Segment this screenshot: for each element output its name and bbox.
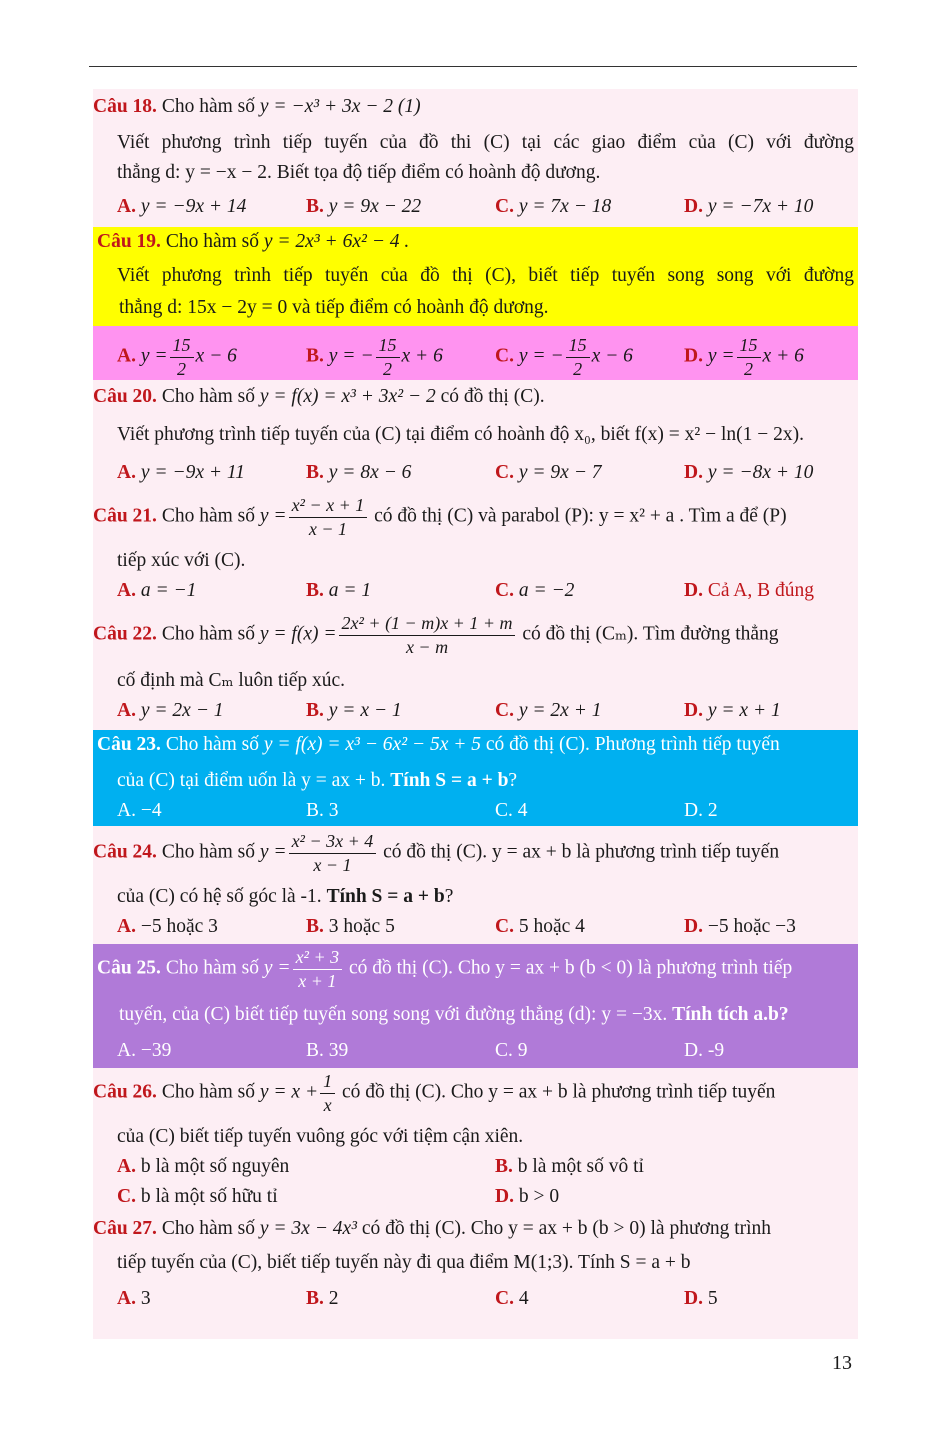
option-letter: B. xyxy=(306,462,324,483)
option-letter: B. xyxy=(306,1288,324,1309)
denominator: x − 1 xyxy=(313,854,352,875)
option-text: 5 xyxy=(707,1288,718,1309)
question-text-line: tiếp tuyến của (C), biết tiếp tuyến này đi qua điểm M(1;3). Tính S = a + b xyxy=(117,1252,691,1273)
question-18-stem xyxy=(93,96,421,118)
numerator: x² − 3x + 4 xyxy=(289,830,377,854)
fraction xyxy=(566,334,590,380)
option-a[interactable] xyxy=(117,196,246,218)
option-b[interactable] xyxy=(306,580,371,602)
question-label: Câu 27. xyxy=(93,1218,157,1239)
fraction xyxy=(339,612,516,658)
option-a[interactable] xyxy=(117,800,162,822)
question-19-stem-block xyxy=(93,227,858,326)
option-text: y = xyxy=(707,345,735,367)
option-text: b là một số hữu tỉ xyxy=(140,1186,278,1207)
option-letter: D. xyxy=(684,700,703,721)
option-letter: B. xyxy=(306,345,324,367)
option-text: −39 xyxy=(140,1040,172,1061)
option-letter: C. xyxy=(495,916,514,937)
option-text: 9 xyxy=(517,1040,528,1061)
option-text: y = −9x + 11 xyxy=(140,462,245,483)
question-27-stem xyxy=(93,1218,771,1240)
question-ask-end: ? xyxy=(508,770,518,791)
option-d[interactable] xyxy=(684,800,718,822)
option-text: 5 hoặc 4 xyxy=(518,916,585,937)
question-intro: Cho hàm số xyxy=(161,386,255,407)
option-letter: A. xyxy=(117,1040,136,1061)
question-intro: Cho hàm số xyxy=(161,1081,255,1103)
denominator: x − 1 xyxy=(308,518,347,539)
question-text-line: cố định mà Cₘ luôn tiếp xúc. xyxy=(117,670,346,691)
option-a[interactable] xyxy=(117,1156,289,1178)
option-text: -9 xyxy=(707,1040,725,1061)
option-letter: D. xyxy=(684,800,703,821)
question-text: có đồ thị (C). xyxy=(440,386,545,407)
option-a[interactable] xyxy=(117,462,245,484)
question-intro: Cho hàm số xyxy=(161,96,255,117)
option-letter: B. xyxy=(306,700,324,721)
option-letter: C. xyxy=(495,580,514,601)
denominator: 2 xyxy=(383,358,392,379)
fraction xyxy=(170,334,194,380)
question-label: Câu 18. xyxy=(93,96,157,117)
option-letter: B. xyxy=(306,196,324,217)
numerator: x² − x + 1 xyxy=(289,494,368,518)
option-letter: A. xyxy=(117,1288,136,1309)
option-b[interactable] xyxy=(306,1288,339,1310)
numerator: x² + 3 xyxy=(293,946,343,970)
numerator: 15 xyxy=(737,334,761,358)
option-b[interactable] xyxy=(495,1156,644,1178)
denominator: 2 xyxy=(744,358,754,379)
option-letter: A. xyxy=(117,196,136,217)
option-letter: C. xyxy=(495,462,514,483)
fraction xyxy=(737,334,761,380)
question-text-line xyxy=(119,1004,789,1026)
question-label: Câu 21. xyxy=(93,505,157,527)
option-text: Cả A, B đúng xyxy=(707,580,815,601)
function-expression: y = f(x) = x³ − 6x² − 5x + 5 xyxy=(263,734,482,755)
option-b[interactable] xyxy=(306,700,402,722)
question-intro: Cho hàm số xyxy=(165,734,259,755)
option-text: y = 2x − 1 xyxy=(140,700,224,721)
option-letter: D. xyxy=(684,1040,703,1061)
question-21 xyxy=(93,494,858,608)
question-text: có đồ thị (Cₘ). Tìm đường thẳng xyxy=(522,623,779,645)
option-letter: D. xyxy=(684,1288,703,1309)
option-b[interactable] xyxy=(306,334,443,380)
question-intro: Cho hàm số xyxy=(161,1218,255,1239)
option-d[interactable] xyxy=(684,334,804,380)
option-c[interactable] xyxy=(495,462,601,484)
question-text-line: Viết phương trình tiếp tuyến của đồ thi (C) tại các giao điểm của (C) với đường xyxy=(117,132,854,153)
question-label: Câu 24. xyxy=(93,841,157,863)
question-18 xyxy=(93,92,858,228)
option-a[interactable] xyxy=(117,334,237,380)
option-b[interactable] xyxy=(306,462,411,484)
question-text-line: thẳng d: y = −x − 2. Biết tọa độ tiếp điểm có hoành độ dương. xyxy=(117,162,601,183)
option-text: a = 1 xyxy=(328,580,372,601)
question-text: có đồ thị (C). Phương trình tiếp tuyến xyxy=(485,734,780,755)
option-c[interactable] xyxy=(495,800,528,822)
option-text: 3 xyxy=(328,800,339,821)
option-letter: A. xyxy=(117,345,136,367)
option-letter: A. xyxy=(117,700,136,721)
question-20 xyxy=(93,382,858,492)
option-text: x + 6 xyxy=(762,345,804,367)
function-expression: y = −x³ + 3x − 2 (1) xyxy=(259,96,421,117)
question-intro: Cho hàm số xyxy=(165,957,259,979)
question-text-line xyxy=(117,770,517,792)
option-d[interactable] xyxy=(684,580,814,602)
option-text: 2 xyxy=(707,800,718,821)
option-letter: C. xyxy=(495,1040,513,1061)
option-c[interactable] xyxy=(495,1040,528,1062)
numerator: 15 xyxy=(170,334,194,358)
option-a[interactable] xyxy=(117,700,223,722)
option-a[interactable] xyxy=(117,580,196,602)
question-22 xyxy=(93,612,858,728)
option-text: a = −2 xyxy=(518,580,575,601)
option-letter: D. xyxy=(684,196,703,217)
option-b[interactable] xyxy=(306,1040,348,1062)
question-intro: Cho hàm số xyxy=(161,505,255,527)
option-text: y = x + 1 xyxy=(707,700,781,721)
page-number: 13 xyxy=(832,1352,852,1374)
option-text: 39 xyxy=(328,1040,349,1061)
function-expression: y = xyxy=(259,505,287,527)
question-19-stem xyxy=(97,231,409,253)
option-text: y = 9x − 22 xyxy=(328,196,422,217)
question-ask: Tính S = a + b xyxy=(390,770,509,791)
option-text: 2 xyxy=(328,1288,339,1309)
option-text: y = −9x + 14 xyxy=(140,196,247,217)
option-d[interactable] xyxy=(684,196,813,218)
option-d[interactable] xyxy=(495,1186,559,1208)
option-a[interactable] xyxy=(117,1040,171,1062)
question-25 xyxy=(93,944,858,1068)
question-text: có đồ thị (C). Cho y = ax + b (b > 0) là phương trình xyxy=(361,1218,772,1239)
question-24 xyxy=(93,830,858,942)
function-expression: y = 2x³ + 6x² − 4 . xyxy=(263,231,410,252)
option-c[interactable] xyxy=(495,1288,529,1310)
option-b[interactable] xyxy=(306,916,395,938)
option-text: y = −7x + 10 xyxy=(707,196,814,217)
option-d[interactable] xyxy=(684,462,813,484)
option-letter: A. xyxy=(117,1156,136,1177)
option-c[interactable] xyxy=(495,700,601,722)
question-label: Câu 19. xyxy=(97,231,161,252)
option-text: y = xyxy=(140,345,168,367)
question-26 xyxy=(93,1070,858,1214)
option-letter: C. xyxy=(117,1186,136,1207)
option-c[interactable] xyxy=(495,196,611,218)
option-text: y = x − 1 xyxy=(328,700,402,721)
question-intro: Cho hàm số xyxy=(161,841,255,863)
option-d[interactable] xyxy=(684,700,781,722)
option-text: y = 2x + 1 xyxy=(518,700,602,721)
function-expression: y = xyxy=(259,841,287,863)
numerator: 1 xyxy=(320,1070,335,1094)
question-text: có đồ thị (C) và parabol (P): y = x² + a . Tìm a để (P) xyxy=(374,505,787,527)
question-text: có đồ thị (C). Cho y = ax + b là phương trình tiếp tuyến xyxy=(342,1081,776,1103)
option-text: y = − xyxy=(518,345,564,367)
question-label: Câu 23. xyxy=(97,734,161,755)
option-text: y = −8x + 10 xyxy=(707,462,814,483)
question-text-line: của (C) biết tiếp tuyến vuông góc với tiệm cận xiên. xyxy=(117,1126,524,1147)
question-text: có đồ thị (C). y = ax + b là phương trình tiếp tuyến xyxy=(383,841,780,863)
question-intro: Cho hàm số xyxy=(165,231,259,252)
option-letter: A. xyxy=(117,916,136,937)
denominator: 2 xyxy=(177,358,187,379)
option-d[interactable] xyxy=(684,1040,724,1062)
fraction xyxy=(293,946,343,992)
option-text: b > 0 xyxy=(518,1186,560,1207)
numerator: 15 xyxy=(566,334,590,358)
option-letter: C. xyxy=(495,1288,514,1309)
fraction xyxy=(320,1070,335,1116)
question-text: của (C) tại điểm uốn là y = ax + b. xyxy=(117,770,386,791)
option-letter: D. xyxy=(495,1186,514,1207)
question-ask-end: ? xyxy=(444,886,454,907)
option-c[interactable] xyxy=(495,916,585,938)
option-letter: D. xyxy=(684,345,703,367)
question-text-line: Viết phương trình tiếp tuyến của đồ thị (C), biết tiếp tuyến song song với đường xyxy=(117,265,854,286)
function-expression: y = xyxy=(263,957,291,979)
option-letter: D. xyxy=(684,916,703,937)
option-d[interactable] xyxy=(684,1288,718,1310)
option-letter: C. xyxy=(495,700,514,721)
option-letter: B. xyxy=(306,916,324,937)
question-label: Câu 25. xyxy=(97,957,161,979)
option-text: y = 7x − 18 xyxy=(518,196,612,217)
question-26-stem xyxy=(93,1070,775,1116)
option-text: a = −1 xyxy=(140,580,197,601)
function-expression: y = f(x) = xyxy=(259,623,337,645)
option-text: x + 6 xyxy=(401,345,443,367)
numerator: 15 xyxy=(376,334,400,358)
question-text: tuyến, của (C) biết tiếp tuyến song song với đường thẳng (d): y = −3x. xyxy=(119,1004,668,1025)
question-ask: Tính S = a + b xyxy=(326,886,445,907)
question-label: Câu 22. xyxy=(93,623,157,645)
option-letter: B. xyxy=(495,1156,513,1177)
option-c[interactable] xyxy=(495,334,633,380)
question-24-stem xyxy=(93,830,779,876)
question-text-line: thẳng d: 15x − 2y = 0 và tiếp điểm có hoành độ dương. xyxy=(119,297,549,318)
question-25-stem xyxy=(97,946,792,992)
option-text: y = − xyxy=(328,345,374,367)
option-letter: B. xyxy=(306,800,324,821)
option-letter: D. xyxy=(684,580,703,601)
option-letter: A. xyxy=(117,800,136,821)
option-b[interactable] xyxy=(306,800,339,822)
option-text: 4 xyxy=(518,1288,529,1309)
fraction xyxy=(376,334,400,380)
header-rule xyxy=(89,66,857,67)
option-text: b là một số vô tỉ xyxy=(517,1156,644,1177)
option-letter: A. xyxy=(117,580,136,601)
option-b[interactable] xyxy=(306,196,421,218)
option-letter: B. xyxy=(306,1040,324,1061)
question-ask: Tính tích a.b? xyxy=(672,1004,789,1025)
numerator: 2x² + (1 − m)x + 1 + m xyxy=(339,612,516,636)
fraction xyxy=(289,494,368,540)
question-23-stem xyxy=(97,734,780,756)
option-text: y = 9x − 7 xyxy=(518,462,602,483)
fraction xyxy=(289,830,377,876)
denominator: x xyxy=(323,1094,332,1115)
option-letter: A. xyxy=(117,462,136,483)
question-text: có đồ thị (C). Cho y = ax + b (b < 0) là phương trình tiếp xyxy=(348,957,793,979)
option-letter: B. xyxy=(306,580,324,601)
denominator: 2 xyxy=(573,358,583,379)
question-27 xyxy=(93,1216,858,1316)
question-label: Câu 26. xyxy=(93,1081,157,1103)
denominator: x − m xyxy=(405,636,449,657)
option-a[interactable] xyxy=(117,1288,151,1310)
question-label: Câu 20. xyxy=(93,386,157,407)
option-text: −5 hoặc 3 xyxy=(140,916,218,937)
question-23 xyxy=(93,730,858,826)
question-text: của (C) có hệ số góc là -1. xyxy=(117,886,322,907)
option-text: x − 6 xyxy=(591,345,633,367)
option-c[interactable] xyxy=(495,580,574,602)
option-text: −5 hoặc −3 xyxy=(707,916,796,937)
option-text: y = 8x − 6 xyxy=(328,462,412,483)
option-letter: D. xyxy=(684,462,703,483)
function-expression: y = x + xyxy=(259,1081,319,1103)
option-letter: C. xyxy=(495,196,514,217)
option-text: 3 xyxy=(140,1288,151,1309)
function-expression: y = f(x) = x³ + 3x² − 2 xyxy=(259,386,436,407)
option-text: 3 hoặc 5 xyxy=(328,916,395,937)
question-19-options xyxy=(93,326,858,380)
option-text: x − 6 xyxy=(195,345,237,367)
question-text-line: Viết phương trình tiếp tuyến của (C) tại điểm có hoành độ x₀, biết f(x) = x² − ln(1 − 2x). xyxy=(117,424,805,445)
question-text-line: tiếp xúc với (C). xyxy=(117,550,246,571)
question-text-line xyxy=(117,886,453,908)
option-c[interactable] xyxy=(117,1186,278,1208)
option-letter: C. xyxy=(495,345,514,367)
option-text: −4 xyxy=(140,800,162,821)
question-22-stem xyxy=(93,612,779,658)
denominator: x + 1 xyxy=(298,970,337,991)
option-text: b là một số nguyên xyxy=(140,1156,290,1177)
question-21-stem xyxy=(93,494,787,540)
option-letter: C. xyxy=(495,800,513,821)
question-intro: Cho hàm số xyxy=(161,623,255,645)
function-expression: y = 3x − 4x³ xyxy=(259,1218,357,1239)
option-a[interactable] xyxy=(117,916,218,938)
question-20-stem xyxy=(93,386,545,408)
option-text: 4 xyxy=(517,800,528,821)
option-d[interactable] xyxy=(684,916,796,938)
